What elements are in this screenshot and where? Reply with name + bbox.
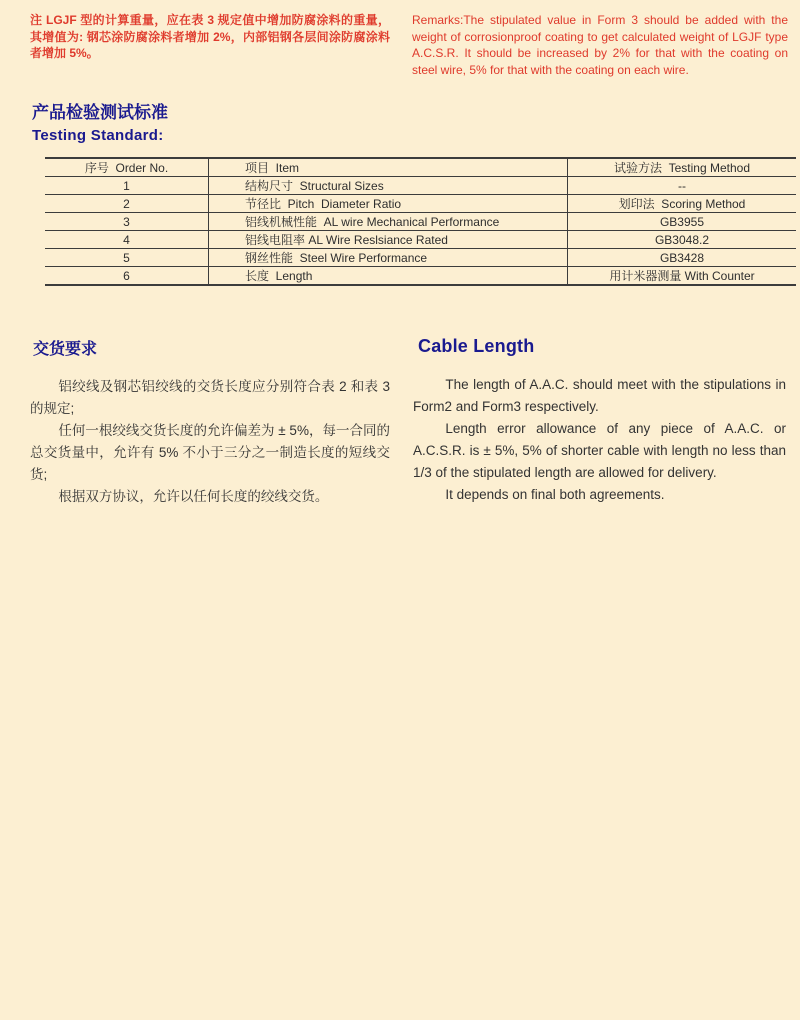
- testing-standard-title-en: Testing Standard:: [32, 127, 164, 144]
- table-row: [45, 213, 796, 231]
- cable-length-title: Cable Length: [418, 336, 535, 356]
- method-cell: GB3955: [659, 214, 705, 229]
- item-cell: 节径比 Pitch Diameter Ratio: [209, 195, 568, 213]
- table-header-row: [45, 158, 796, 177]
- header-item: 项目 Item: [209, 158, 568, 177]
- method-cell: --: [678, 178, 686, 193]
- testing-standard-table: [45, 157, 796, 286]
- method-cell: GB3048.2: [654, 232, 710, 247]
- table-row: [45, 195, 796, 213]
- remarks-row: [0, 0, 800, 78]
- order-no-cell: 3: [45, 213, 209, 231]
- lower-sections: [0, 336, 800, 508]
- order-no-cell: 5: [45, 249, 209, 267]
- header-testing-method: 试验方法 Testing Method: [613, 161, 751, 175]
- delivery-paragraph: 任何一根绞线交货长度的允许偏差为 ± 5%，每一合同的总交货量中，允许有 5% 不小于三分之一制造长度的短线交货;: [30, 423, 390, 482]
- remark-english: Remarks:The stipulated value in Form 3 should be added with the weight of corrosionproof coating to get calculated weight of LGJF type A.C.S.R. It should be increased by 2% for that with the coating on steel wire, 5% for that with the coating on each wire.: [412, 13, 788, 77]
- delivery-paragraph: 铝绞线及钢芯铝绞线的交货长度应分别符合表 2 和表 3 的规定;: [30, 379, 390, 416]
- table-row: [45, 177, 796, 195]
- method-cell: GB3428: [659, 250, 705, 265]
- cable-length-paragraph: The length of A.A.C. should meet with the stipulations in Form2 and Form3 respectively.: [413, 377, 786, 414]
- header-order-no: 序号 Order No.: [45, 158, 209, 177]
- delivery-paragraph: 根据双方协议，允许以任何长度的绞线交货。: [58, 489, 329, 504]
- item-cell: 钢丝性能 Steel Wire Performance: [209, 249, 568, 267]
- item-cell: 长度 Length: [209, 267, 568, 286]
- order-no-cell: 1: [45, 177, 209, 195]
- method-cell: 用计米器测量 With Counter: [609, 269, 755, 283]
- testing-standard-title-zh: 产品检验测试标准: [32, 103, 168, 122]
- table-row: [45, 267, 796, 286]
- cable-length-paragraph: It depends on final both agreements.: [445, 487, 665, 502]
- item-cell: 结构尺寸 Structural Sizes: [209, 177, 568, 195]
- remark-chinese: 注 LGJF 型的计算重量，应在表 3 规定值中增加防腐涂料的重量，其增值为: 钢芯涂防腐涂料者增加 2%，内部铝钢各层间涂防腐涂料者增加 5%。: [30, 13, 390, 60]
- order-no-cell: 4: [45, 231, 209, 249]
- cable-length-section: [413, 336, 786, 508]
- order-no-cell: 2: [45, 195, 209, 213]
- item-cell: 铝线机械性能 AL wire Mechanical Performance: [209, 213, 568, 231]
- item-cell: 铝线电阻率 AL Wire Reslsiance Rated: [209, 231, 568, 249]
- delivery-title: 交货要求: [33, 341, 98, 358]
- cable-length-paragraph: Length error allowance of any piece of A.A.C. or A.C.S.R. is ± 5%, 5% of shorter cable with length no less than 1/3 of the stipulated length are allowed for delivery.: [413, 421, 786, 480]
- method-cell: 划印法 Scoring Method: [618, 197, 746, 211]
- delivery-section: [30, 336, 390, 508]
- table-row: [45, 249, 796, 267]
- table-row: [45, 231, 796, 249]
- order-no-cell: 6: [45, 267, 209, 286]
- testing-standard-table-body: [45, 177, 796, 286]
